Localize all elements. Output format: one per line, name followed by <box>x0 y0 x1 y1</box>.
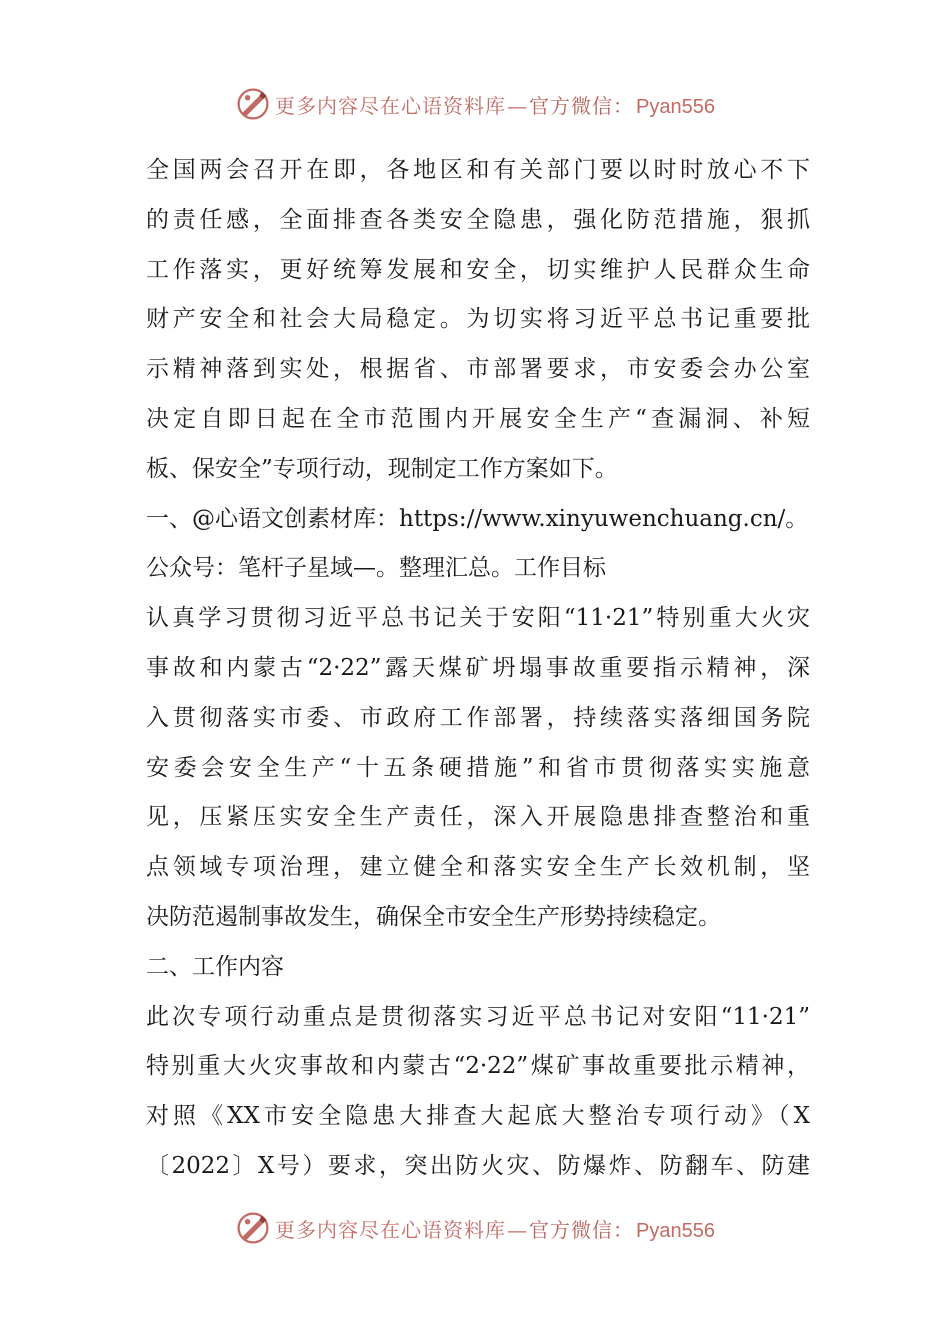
text-line: 见，压紧压实安全生产责任，深入开展隐患排查整治和重 <box>146 804 810 831</box>
section-heading: 一、@心语文创素材库：https://www.xinyuwenchuang.cn/。 <box>146 505 809 532</box>
section-heading: 公众号：笔杆子星域—。整理汇总。工作目标 <box>146 555 606 582</box>
text-line: 特别重大火灾事故和内蒙古“2·22”煤矿事故重要批示精神， <box>146 1053 810 1080</box>
banner-wechat-id: Pyan556 <box>636 95 715 118</box>
text-line: 工作落实，更好统筹发展和安全，切实维护人民群众生命 <box>146 256 810 283</box>
pen-logo-icon <box>235 86 271 122</box>
text-line: 的责任感，全面排查各类安全隐患，强化防范措施，狠抓 <box>146 206 810 233</box>
banner-dash: — <box>507 1217 529 1242</box>
text-line: 此次专项行动重点是贯彻落实习近平总书记对安阳“11·21” <box>146 1003 810 1030</box>
banner-official-label: 官方微信： <box>529 1217 635 1242</box>
banner-site-name: 更多内容尽在心语资料库 <box>275 1217 507 1242</box>
text-line: 决定自即日起在全市范围内开展安全生产“查漏洞、补短 <box>146 405 810 432</box>
text-line: 事故和内蒙古“2·22”露天煤矿坍塌事故重要指示精神，深 <box>146 654 810 681</box>
text-line: 点领域专项治理，建立健全和落实安全生产长效机制，坚 <box>146 854 810 881</box>
document-body <box>146 146 810 1192</box>
header-banner <box>0 84 950 124</box>
section-heading: 二、工作内容 <box>146 953 284 980</box>
text-line: 决防范遏制事故发生，确保全市安全生产形势持续稳定。 <box>146 903 721 930</box>
text-line: 全国两会召开在即，各地区和有关部门要以时时放心不下 <box>146 157 810 183</box>
text-line: 〔2022〕X号）要求，突出防火灾、防爆炸、防翻车、防建 <box>146 1152 810 1179</box>
pen-logo-icon <box>235 1210 271 1246</box>
text-line: 板、保安全”专项行动，现制定工作方案如下。 <box>146 455 618 482</box>
text-line: 认真学习贯彻习近平总书记关于安阳“11·21”特别重大火灾 <box>146 605 810 632</box>
banner-wechat-id: Pyan556 <box>636 1219 715 1242</box>
text-line: 对照《XX市安全隐患大排查大起底大整治专项行动》（X <box>146 1103 810 1130</box>
text-line: 财产安全和社会大局稳定。为切实将习近平总书记重要批 <box>146 306 810 333</box>
banner-dash: — <box>507 93 529 118</box>
footer-banner <box>0 1208 950 1248</box>
banner-official-label: 官方微信： <box>529 93 635 118</box>
text-line: 示精神落到实处，根据省、市部署要求，市安委会办公室 <box>146 356 810 383</box>
banner-site-name: 更多内容尽在心语资料库 <box>275 93 507 118</box>
text-line: 安委会安全生产“十五条硬措施”和省市贯彻落实实施意 <box>146 754 810 781</box>
text-line: 入贯彻落实市委、市政府工作部署，持续落实落细国务院 <box>146 704 810 731</box>
